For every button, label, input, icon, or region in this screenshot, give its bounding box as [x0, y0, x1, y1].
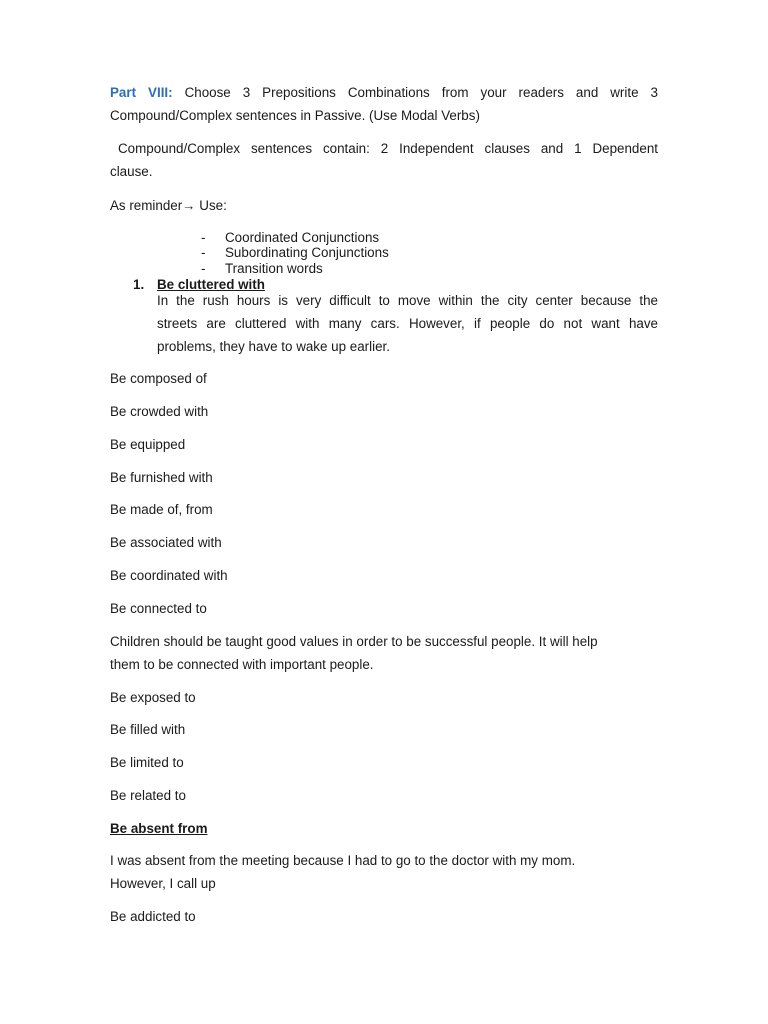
absent-line1: I was absent from the meeting because I had to go to the doctor with my mom.	[110, 853, 576, 868]
absent-heading: Be absent from	[110, 821, 208, 836]
phrase-item: Be crowded with	[110, 404, 209, 419]
phrase-item: Be related to	[110, 788, 186, 803]
bullet-item	[201, 261, 323, 276]
bullet-dash: -	[201, 261, 206, 276]
bullet-item	[201, 230, 379, 245]
part-label: Part VIII:	[110, 85, 173, 100]
item1-number: 1.	[133, 277, 145, 292]
bullet-text: Subordinating Conjunctions	[225, 245, 389, 260]
part-instruction-line2: Compound/Complex sentences in Passive. (Use Modal Verbs)	[110, 108, 480, 123]
item1-line: In the rush hours is very difficult to move within the city center because the	[157, 293, 658, 308]
absent-line2: However, I call up	[110, 876, 216, 891]
phrase-item: Be filled with	[110, 722, 186, 737]
compound-note-line2: clause.	[110, 164, 153, 179]
part-heading-line	[110, 85, 658, 100]
part-instruction-line1: Choose 3 Prepositions Combinations from your readers and write 3	[184, 85, 658, 100]
item1-line: streets are cluttered with many cars. However, if people do not want have	[157, 316, 658, 331]
phrase-item: Be exposed to	[110, 690, 196, 705]
bullet-text: Transition words	[225, 261, 323, 276]
phrase-item: Be furnished with	[110, 470, 213, 485]
item1-heading: Be cluttered with	[157, 277, 265, 292]
children-para-line2: them to be connected with important people.	[110, 657, 374, 672]
phrase-item: Be associated with	[110, 535, 222, 550]
phrase-item: Be connected to	[110, 601, 207, 616]
phrase-item: Be coordinated with	[110, 568, 228, 583]
bullet-item	[201, 245, 389, 260]
compound-note-line1: Compound/Complex sentences contain: 2 Independent clauses and 1 Dependent	[118, 141, 658, 156]
bullet-dash: -	[201, 230, 206, 245]
phrase-item: Be made of, from	[110, 502, 213, 517]
item1-line: problems, they have to wake up earlier.	[157, 339, 390, 354]
bullet-text: Coordinated Conjunctions	[225, 230, 380, 245]
phrase-item: Be addicted to	[110, 909, 196, 924]
reminder-text: As reminder→ Use:	[110, 198, 227, 213]
phrase-item: Be limited to	[110, 755, 184, 770]
bullet-dash: -	[201, 245, 206, 260]
children-para-line1: Children should be taught good values in order to be successful people. It will help	[110, 634, 598, 649]
phrase-item: Be composed of	[110, 371, 207, 386]
phrase-item: Be equipped	[110, 437, 186, 452]
